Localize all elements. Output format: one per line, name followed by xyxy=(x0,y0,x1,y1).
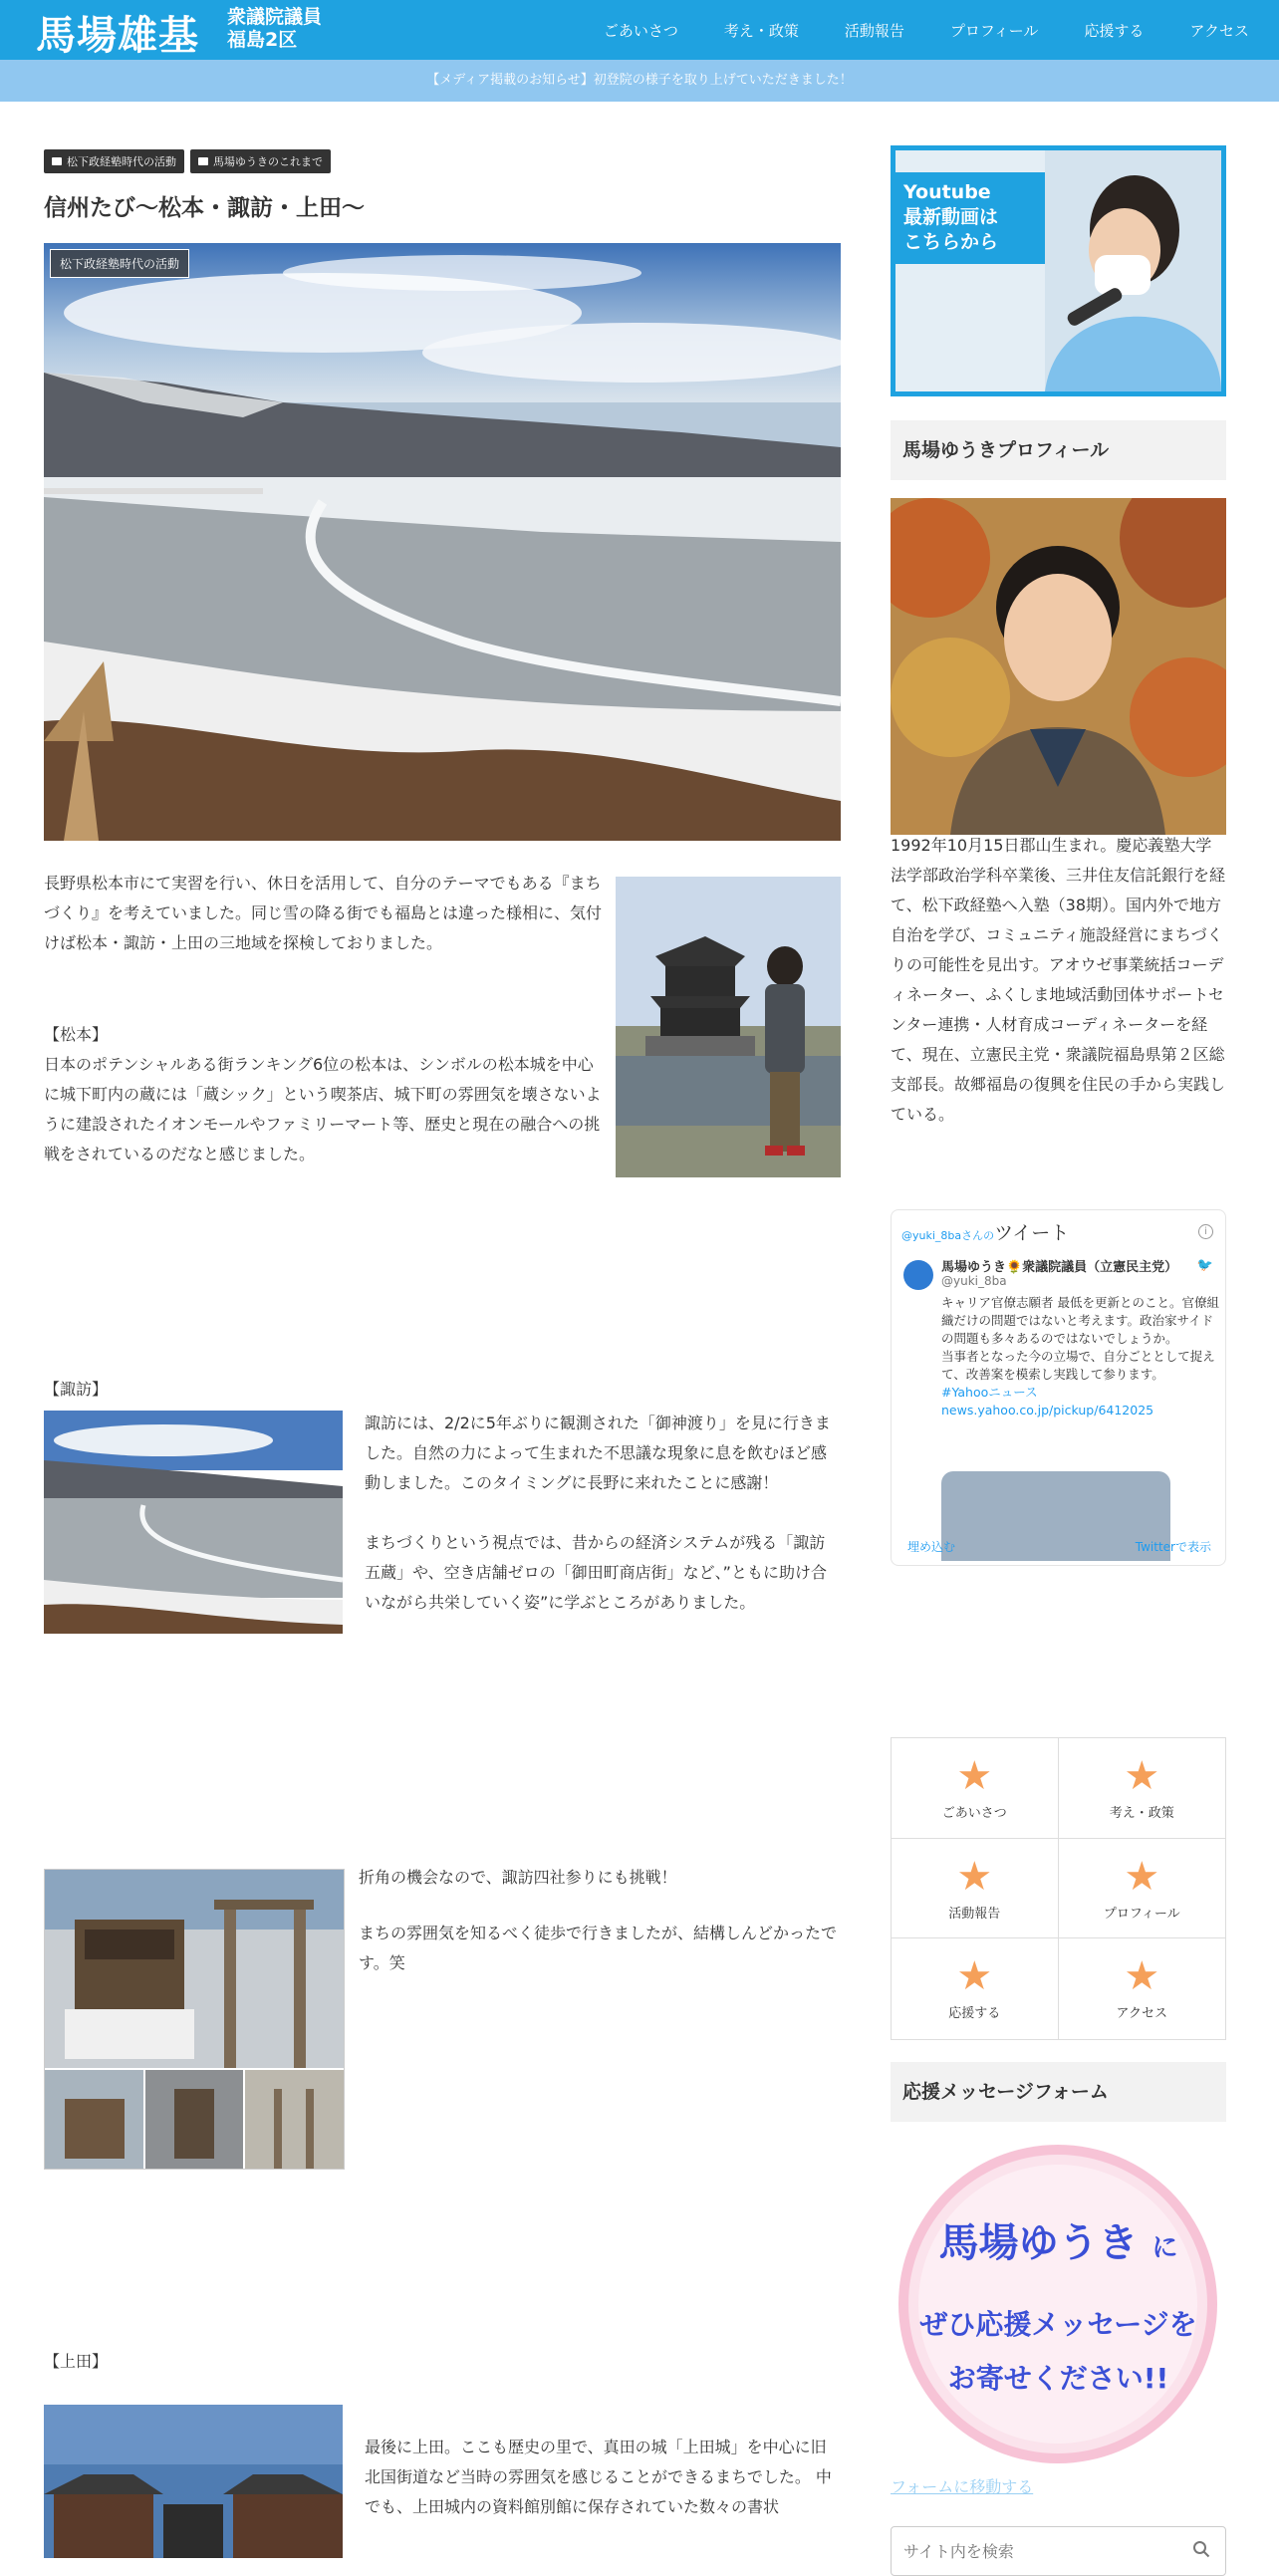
category-tag[interactable] xyxy=(190,149,331,173)
subtitle-line-1: 衆議院議員 xyxy=(227,6,323,28)
cheer-name: 馬場ゆうき xyxy=(938,2220,1139,2266)
cheer-line-3: お寄せください!! xyxy=(947,2362,1169,2395)
avatar[interactable] xyxy=(903,1260,933,1290)
menu-item-greeting[interactable] xyxy=(892,1738,1059,1839)
youtube-banner[interactable] xyxy=(891,145,1226,396)
profile-portrait xyxy=(891,498,1226,835)
star-icon: ★ xyxy=(956,1853,993,1900)
ueda-castle-photo xyxy=(44,2405,343,2558)
site-subtitle xyxy=(227,6,322,52)
suwa-lake-photo xyxy=(44,1411,343,1634)
star-icon: ★ xyxy=(956,1953,993,2000)
star-icon: ★ xyxy=(956,1753,993,1799)
menu-label: アクセス xyxy=(1116,2006,1168,2022)
twitter-bird-icon[interactable]: 🐦 xyxy=(1196,1258,1213,1273)
hero-category-label[interactable]: 松下政経塾時代の活動 xyxy=(50,249,189,278)
cheer-message-banner[interactable] xyxy=(891,2140,1226,2468)
nav-item-profile[interactable]: プロフィール xyxy=(949,21,1039,40)
cheer-particle: に xyxy=(1151,2233,1178,2263)
youtube-banner-text: Youtube 最新動画は こちらから xyxy=(895,172,1045,264)
twitter-timeline xyxy=(891,1209,1226,1566)
ueda-castle-illustration xyxy=(44,2405,343,2558)
star-icon: ★ xyxy=(1124,1953,1160,2000)
castle-illustration xyxy=(616,877,841,1177)
matsumoto-paragraph: 日本のポテンシャルある街ランキング6位の松本は、シンボルの松本城を中心に城下町内の蔵には「蔵シック」という喫茶店、城下町の雰囲気を壊さないように建設されたイオンモールやファミリーマート等、歴史と現在の融合への挑戦をされているのだなと感じました。 xyxy=(44,1055,602,1163)
nav-item-policy[interactable]: 考え・政策 xyxy=(723,21,799,40)
twitter-header xyxy=(901,1218,1069,1245)
menu-label: 活動報告 xyxy=(948,1906,1001,1922)
category-tag[interactable] xyxy=(44,149,184,173)
tweet-hashtag-link[interactable]: #Yahooニュース xyxy=(941,1385,1038,1400)
menu-item-activity[interactable] xyxy=(892,1839,1059,1939)
menu-item-access[interactable] xyxy=(1059,1938,1226,2039)
tweet-text: キャリア官僚志願者 最低を更新とのこと。官僚組織だけの問題ではないと考えます。政治家サイドの問題も多々あるのではないでしょうか。 当事者となった今の立場で、自分ごととして捉えて、改善案を模索し実践して参ります。 xyxy=(941,1295,1219,1382)
shrine-paragraph-2: まちの雰囲気を知るべく徒歩で行きましたが、結構しんどかったです。笑 xyxy=(359,1924,838,1972)
main-nav xyxy=(558,0,1249,60)
nav-item-activity[interactable]: 活動報告 xyxy=(844,21,904,40)
menu-item-policy[interactable] xyxy=(1059,1738,1226,1839)
folder-icon xyxy=(52,157,62,165)
tweet-body xyxy=(941,1294,1220,1419)
search-icon[interactable] xyxy=(1192,2540,1210,2558)
matsumoto-heading: 【松本】 xyxy=(44,1025,109,1044)
hero-image xyxy=(44,243,841,841)
shrine-collage-photo xyxy=(44,1869,345,2170)
star-icon: ★ xyxy=(1124,1853,1160,1900)
subtitle-line-2: 福島2区 xyxy=(227,29,298,51)
twitter-heading: ツイート xyxy=(994,1222,1070,1244)
frozen-lake-illustration xyxy=(44,243,841,841)
star-icon: ★ xyxy=(1124,1753,1160,1799)
site-logo[interactable]: 馬場雄基 xyxy=(36,13,199,59)
folder-icon xyxy=(198,157,208,165)
search-input[interactable] xyxy=(891,2526,1226,2576)
category-label: 馬場ゆうきのこれまで xyxy=(213,155,323,168)
menu-label: 考え・政策 xyxy=(1109,1806,1174,1821)
profile-widget-title: 馬場ゆうきプロフィール xyxy=(891,420,1226,480)
lake-illustration xyxy=(44,1411,343,1634)
category-label: 松下政経塾時代の活動 xyxy=(67,155,176,168)
ueda-heading: 【上田】 xyxy=(44,2352,109,2371)
menu-label: プロフィール xyxy=(1103,1906,1180,1922)
nav-item-access[interactable]: アクセス xyxy=(1189,21,1249,40)
twitter-embed-link[interactable]: 埋め込む xyxy=(907,1540,956,1554)
tweet-author-handle[interactable]: @yuki_8ba xyxy=(941,1274,1007,1288)
ueda-paragraph: 最後に上田。ここも歴史の里で、真田の城「上田城」を中心に旧北国街道など当時の雰囲気を感じることができるまちでした。 中でも、上田城内の資料館別館に保存されていた数々の書状 xyxy=(365,2438,832,2516)
menu-item-support[interactable] xyxy=(892,1938,1059,2039)
cheer-widget-title: 応援メッセージフォーム xyxy=(891,2062,1226,2122)
menu-item-profile[interactable] xyxy=(1059,1839,1226,1939)
cheer-line-2: ぜひ応援メッセージを xyxy=(919,2308,1197,2341)
nav-item-support[interactable]: 応援する xyxy=(1084,21,1145,40)
profile-photo xyxy=(891,498,1226,835)
category-list xyxy=(44,149,841,173)
info-icon[interactable]: i xyxy=(1198,1224,1213,1239)
intro-paragraph: 長野県松本市にて実習を行い、休日を活用して、自分のテーマでもある『まちづくり』を考えていました。同じ雪の降る街でも福島とは違った様相に、気付けば松本・諏訪・上田の三地域を探検しておりました。 xyxy=(44,874,603,952)
menu-label: ごあいさつ xyxy=(941,1806,1007,1821)
tweet-url-link[interactable]: news.yahoo.co.jp/pickup/6412025 xyxy=(941,1403,1154,1417)
twitter-handle-prefix[interactable]: @yuki_8baさんの xyxy=(901,1229,995,1242)
cheer-form-link[interactable]: フォームに移動する xyxy=(891,2477,1034,2496)
notice-bar[interactable]: 【メディア掲載のお知らせ】初登院の様子を取り上げていただきました！ xyxy=(0,60,1279,102)
article-title: 信州たび～松本・諏訪・上田～ xyxy=(44,195,365,221)
matsumoto-castle-photo xyxy=(616,877,841,1177)
suwa-heading: 【諏訪】 xyxy=(44,1380,109,1399)
tweet-author-name[interactable]: 馬場ゆうき🌻衆議院議員（立憲民主党） xyxy=(941,1260,1178,1275)
menu-label: 応援する xyxy=(948,2006,1001,2022)
shrine-illustration xyxy=(45,1870,344,2169)
shrine-paragraph-1: 折角の機会なので、諏訪四社参りにも挑戦！ xyxy=(359,1868,677,1887)
twitter-view-link[interactable]: Twitterで表示 xyxy=(1135,1540,1211,1554)
suwa-paragraph-1: 諏訪には、2/2に5年ぶりに観測された「御神渡り」を見に行きました。自然の力によって生まれた不思議な現象に息を飲むほど感動しました。このタイミングに長野に来れたことに感謝！ xyxy=(365,1414,831,1492)
article xyxy=(44,149,841,2516)
site-header xyxy=(0,0,1279,60)
sidebar-menu xyxy=(891,1737,1226,2040)
suwa-paragraph-2: まちづくりという視点では、昔からの経済システムが残る「諏訪五蔵」や、空き店舗ゼロの「御田町商店街」など、”ともに助け合いながら共栄していく姿”に学ぶところがありました。 xyxy=(365,1533,827,1612)
cheer-line-1 xyxy=(891,2211,1226,2268)
profile-text: 1992年10月15日郡山生まれ。慶応義塾大学法学部政治学科卒業後、三井住友信託銀行を経て、松下政経塾へ入塾（38期）。国内外で地方自治を学び、コミュニティ施設経営にまちづくりの可能性を見出す。アオウゼ事業統括コーディネーター、ふくしま地域活動団体サポートセンター連携・人材育成コーディネーターを経て、現在、立憲民主党・衆議院福島県第２区総支部長。故郷福島の復興を住民の手から実践している。 xyxy=(891,836,1226,1124)
nav-item-greeting[interactable]: ごあいさつ xyxy=(603,21,678,40)
